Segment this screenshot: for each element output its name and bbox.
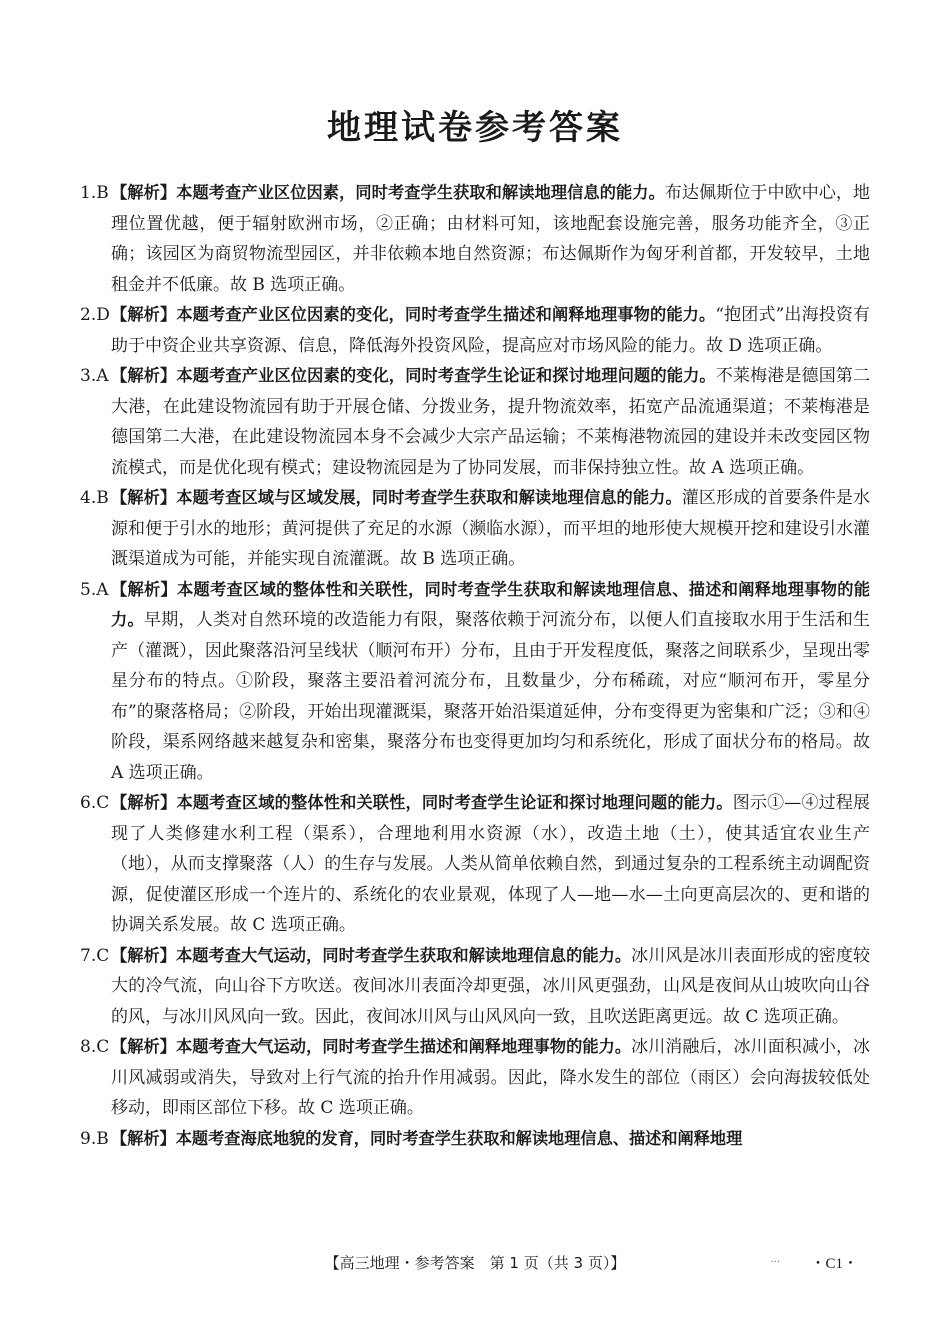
- question-number: 6.C: [80, 793, 110, 813]
- analysis-text: 冰川风是冰川表面形成的密度较大的冷气流，向山谷下方吹送。夜间冰川表面冷却更强，冰川风更强劲，山风是夜间从山坡吹向山谷的风，与冰川风风向一致。因此，夜间冰川风与山风风向一致，且吹送距离更远。故 C 选项正确。: [111, 945, 871, 1027]
- analysis-tag: 【解析】: [111, 793, 177, 812]
- analysis-topic: 本题考查区域与区域发展，同时考查学生获取和解读地理信息的能力。: [176, 488, 682, 507]
- footer-page-info: 【高三地理・参考答案 第 1 页（共 3 页）】: [324, 1254, 626, 1272]
- analysis-text: 冰川消融后，冰川面积减小，冰川风减弱或消失，导致对上行气流的抬升作用减弱。因此，降水发生的部位（雨区）会向海拔较低处移动，即雨区部位下移。故 C 选项正确。: [111, 1037, 871, 1118]
- analysis-text: 早期，人类对自然环境的改造能力有限，聚落依赖于河流分布，以便人们直接取水用于生活和生产（灌溉），因此聚落沿河呈线状（顺河布开）分布，且由于开发程度低，聚落之间联系少，呈现出零星分布的特点。①阶段，聚落主要沿着河流分布，且数量少，分布稀疏，对应“顺河布开，零星分布”的聚落格局；②阶段，开始出现灌溉渠，聚落开始沿渠道延伸，分布变得更为密集和广泛；③和④阶段，渠系网络越来越复杂和密集，聚落分布也变得更加均匀和系统化，形成了面状分布的格局。故 A 选项正确。: [111, 610, 871, 783]
- analysis-text: 图示①—④过程展现了人类修建水利工程（渠系），合理地利用水资源（水），改造土地（土），使其适宜农业生产（地），从而支撑聚落（人）的生存与发展。人类从简单依赖自然，到通过复杂的工程系统主动调配资源，促使灌区形成一个连片的、系统化的农业景观，体现了人—地—水—土向更高层次的、更和谐的协调关系发展。故 C 选项正确。: [111, 793, 871, 935]
- question-number: 1.B: [80, 183, 109, 203]
- answer-item-5: [80, 575, 870, 789]
- analysis-topic: 本题考查大气运动，同时考查学生描述和阐释地理事物的能力。: [176, 1037, 632, 1056]
- question-number: 8.C: [80, 1037, 110, 1057]
- analysis-tag: 【解析】: [111, 1037, 177, 1056]
- analysis-tag: 【解析】: [111, 488, 177, 507]
- analysis-tag: 【解析】: [111, 945, 177, 965]
- analysis-text: 不莱梅港是德国第二大港，在此建设物流园有助于开展仓储、分拨业务，提升物流效率，拓宽产品流通渠道；不莱梅港是德国第二大港，在此建设物流园本身不会减少大宗产品运输；不莱梅港物流园的建设并未改变园区物流模式，而是优化现有模式；建设物流园是为了协同发展，而非保持独立性。故 A 选项正确。: [111, 366, 871, 478]
- analysis-tag: 【解析】: [111, 1128, 176, 1148]
- analysis-tag: 【解析】: [111, 183, 177, 202]
- analysis-topic: 本题考查产业区位因素的变化，同时考查学生描述和阐释地理事物的能力。: [176, 305, 716, 324]
- question-number: 5.A: [80, 579, 109, 600]
- answer-item-1: [80, 178, 870, 300]
- analysis-tag: 【解析】: [111, 305, 177, 324]
- analysis-topic: 本题考查区域的整体性和关联性，同时考查学生获取和解读地理信息、描述和阐释地理事物的能力。: [111, 579, 871, 629]
- analysis-text: 布达佩斯位于中欧中心，地理位置优越，便于辐射欧洲市场，②正确；由材料可知，该地配套设施完善，服务功能齐全，③正确；该园区为商贸物流型园区，并非依赖本地自然资源；布达佩斯作为匈牙利首都，开发较早，土地租金并不低廉。故 B 选项正确。: [111, 183, 871, 295]
- analysis-tag: 【解析】: [111, 366, 177, 385]
- analysis-tag: 【解析】: [111, 579, 178, 599]
- question-number: 7.C: [80, 945, 110, 966]
- footer-paper-code: ・C1・: [810, 1256, 858, 1272]
- question-number: 2.D: [80, 305, 110, 325]
- answer-item-7: [80, 941, 870, 1033]
- page-title: 地理试卷参考答案: [327, 108, 623, 148]
- analysis-topic: 本题考查产业区位因素，同时考查学生获取和解读地理信息的能力。: [176, 183, 665, 202]
- analysis-topic: 本题考查海底地貌的发育，同时考查学生获取和解读地理信息、描述和阐释地理: [175, 1128, 743, 1148]
- analysis-topic: 本题考查大气运动，同时考查学生获取和解读地理信息的能力。: [176, 945, 632, 965]
- analysis-topic: 本题考查产业区位因素的变化，同时考查学生论证和探讨地理问题的能力。: [176, 366, 716, 385]
- answer-item-6: [80, 788, 870, 941]
- analysis-topic: 本题考查区域的整体性和关联性，同时考查学生论证和探讨地理问题的能力。: [176, 793, 733, 812]
- footer-marks: ...: [770, 1254, 780, 1265]
- answer-item-2: [80, 300, 870, 361]
- analysis-text: “抱团式”出海投资有助于中资企业共享资源、信息，降低海外投资风险，提高应对市场风险的能力。故 D 选项正确。: [111, 305, 871, 356]
- question-number: 4.B: [80, 488, 109, 508]
- answer-list: [80, 178, 870, 1154]
- question-number: 9.B: [80, 1128, 109, 1149]
- answer-item-8: [80, 1032, 870, 1124]
- answer-item-4: [80, 483, 870, 575]
- question-number: 3.A: [80, 366, 109, 386]
- answer-item-9: [80, 1124, 870, 1155]
- answer-item-3: [80, 361, 870, 483]
- analysis-text: 灌区形成的首要条件是水源和便于引水的地形；黄河提供了充足的水源（濒临水源），而平坦的地形使大规模开挖和建设引水灌溉渠道成为可能，并能实现自流灌溉。故 B 选项正确。: [111, 488, 871, 569]
- page-footer: [0, 1252, 950, 1276]
